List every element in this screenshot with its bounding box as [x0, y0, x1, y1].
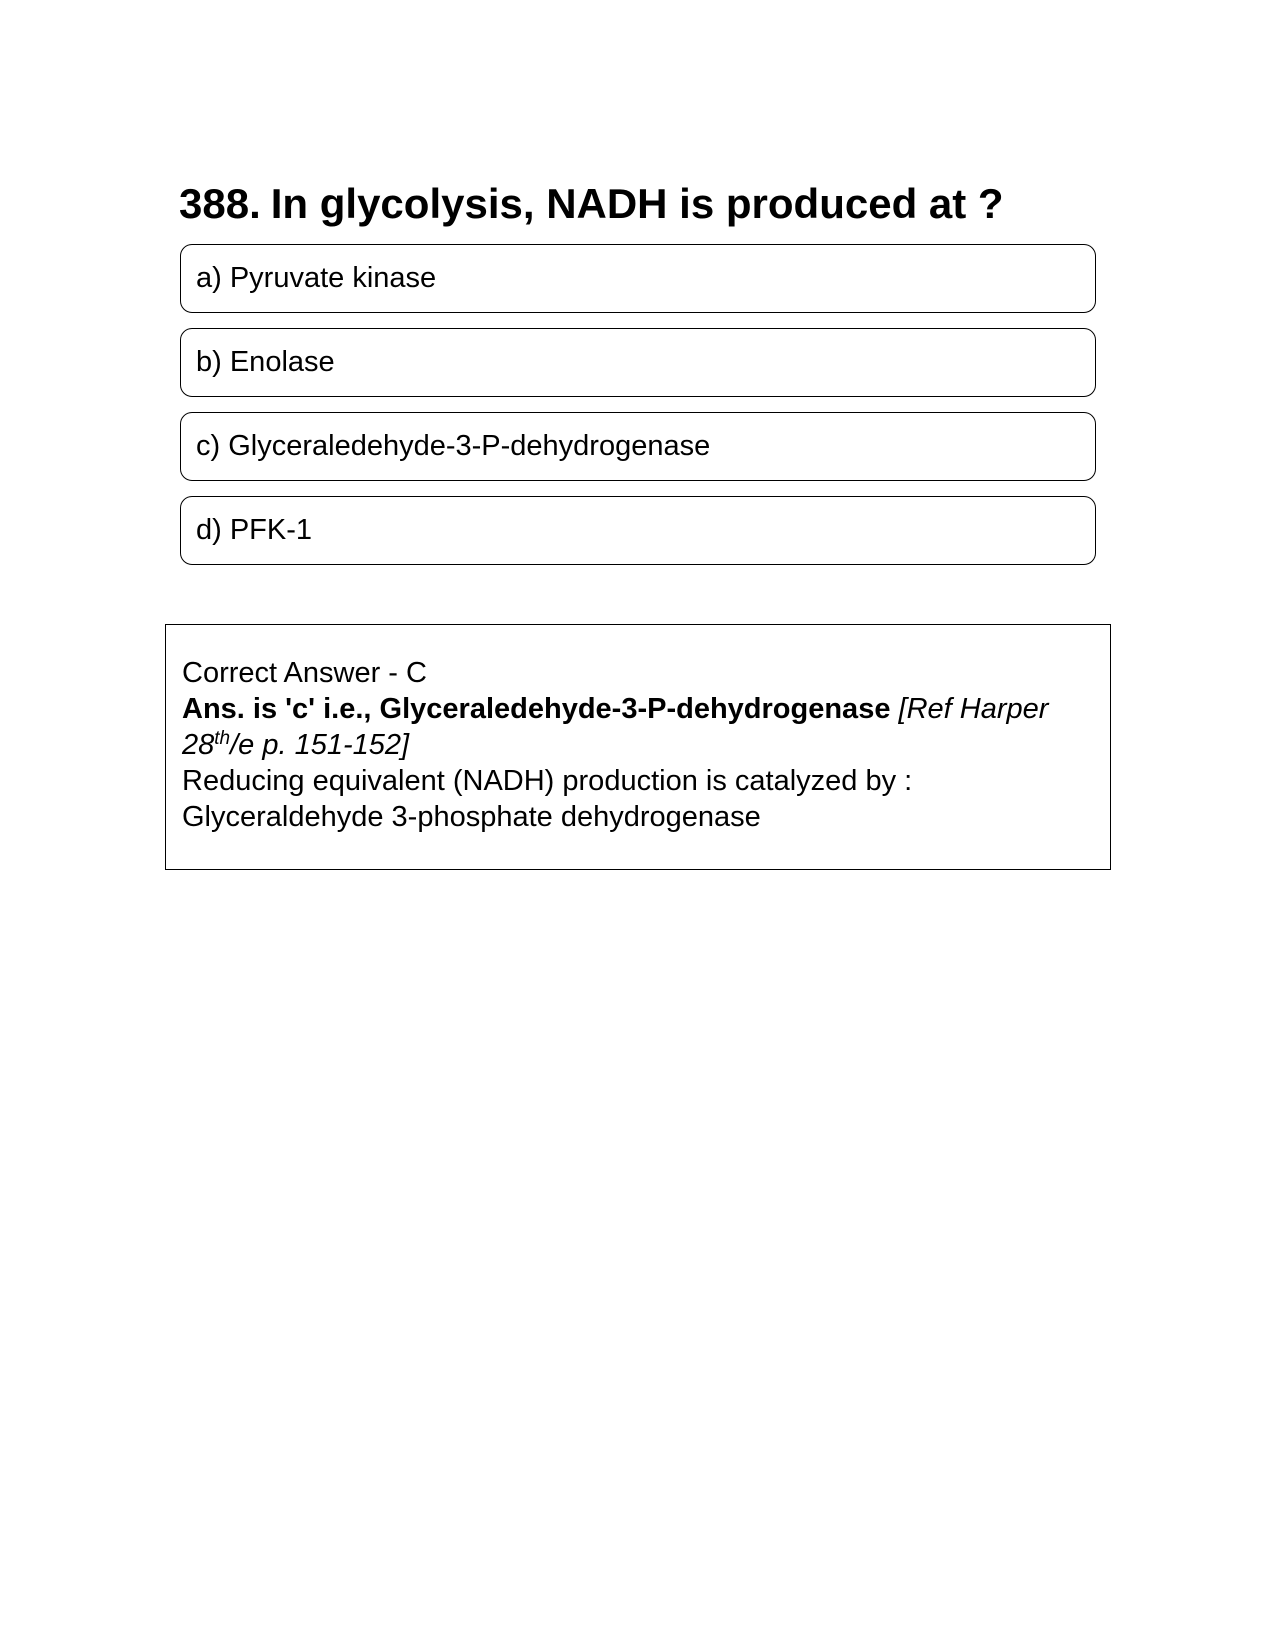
option-c[interactable]: c) Glyceraledehyde-3-P-dehydrogenase	[180, 412, 1096, 481]
reference-superscript: th	[214, 728, 231, 749]
correct-answer-line: Correct Answer - C	[182, 657, 427, 689]
explanation-line-1: Reducing equivalent (NADH) production is catalyzed by :	[182, 765, 913, 797]
option-a[interactable]: a) Pyruvate kinase	[180, 244, 1096, 313]
answer-statement	[182, 691, 1094, 763]
option-b[interactable]: b) Enolase	[180, 328, 1096, 397]
question-text: In glycolysis, NADH is produced at ?	[270, 180, 1004, 227]
question-number: 388.	[179, 180, 261, 227]
answer-explanation-box	[165, 624, 1111, 870]
reference-post: /e p. 151-152]	[230, 729, 410, 761]
option-d[interactable]: d) PFK-1	[180, 496, 1096, 565]
reference-pre: [Ref Harper 28	[182, 693, 1049, 761]
answer-bold-text: Ans. is 'c' i.e., Glyceraledehyde-3-P-dehydrogenase	[182, 693, 891, 725]
options-list	[180, 244, 1096, 580]
question-heading	[179, 176, 1004, 232]
explanation-line-2: Glyceraldehyde 3-phosphate dehydrogenase	[182, 801, 761, 833]
